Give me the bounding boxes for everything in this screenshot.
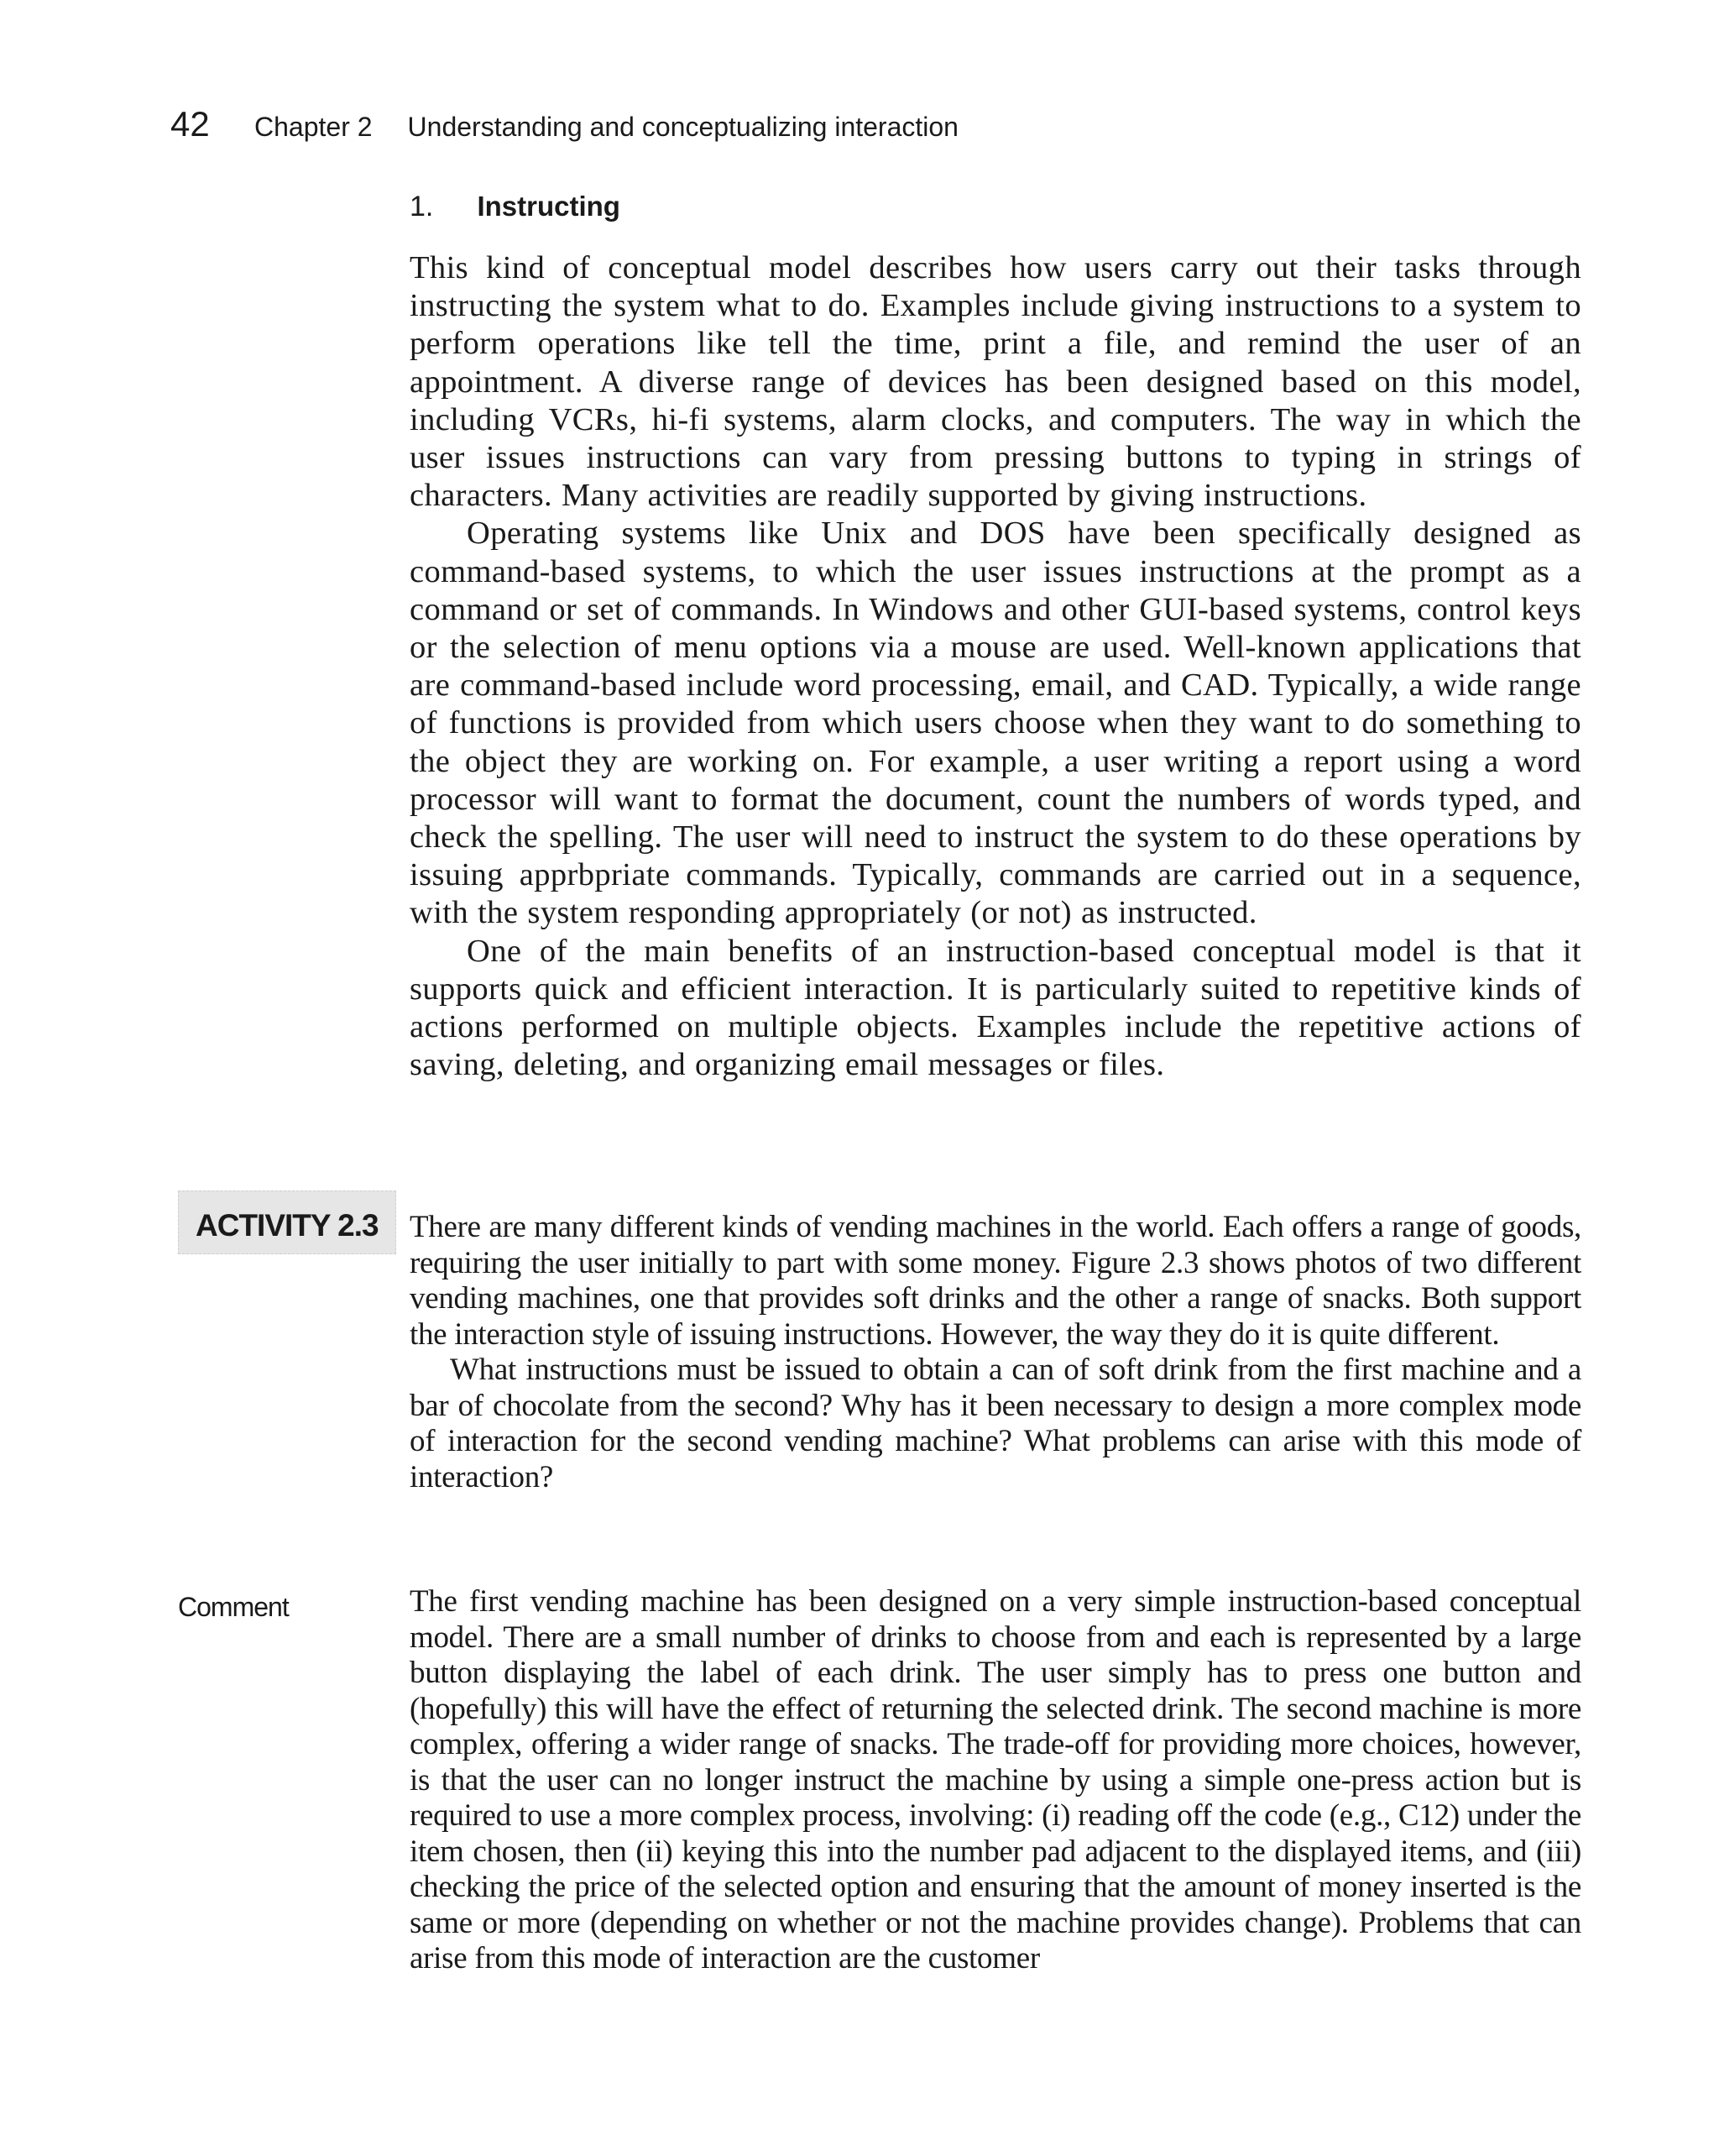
section-body <box>410 249 1581 1084</box>
section-heading <box>410 191 620 223</box>
activity-body <box>410 1210 1581 1495</box>
section-title: Instructing <box>477 191 620 222</box>
activity-label-box <box>178 1191 396 1254</box>
body-paragraph: One of the main benefits of an instruction-based conceptual model is that it supports quick and efficient interaction. It is particularly suited to repetitive kinds of actions performed on multiple objects. Examples include the repetitive actions of saving, deleting, and organizing email messages or files. <box>410 933 1581 1083</box>
activity-label: ACTIVITY 2.3 <box>196 1208 379 1243</box>
body-paragraph: This kind of conceptual model describes how users carry out their tasks through instructing the system what to do. Examples include giving instructions to a system to perform operations like tell the time, print a file, and remind the user of an appointment. A diverse range of devices has been designed based on this model, including VCRs, hi-fi systems, alarm clocks, and computers. The way in which the user issues instructions can vary from pressing buttons to typing in strings of characters. Many activities are readily supported by giving instructions. <box>410 250 1581 514</box>
comment-label: Comment <box>178 1592 289 1622</box>
section-number: 1. <box>410 191 434 222</box>
comment-body <box>410 1584 1581 1977</box>
activity-paragraph: What instructions must be issued to obtain a can of soft drink from the first machine and a bar of chocolate from the second? Why has it been necessary to design a more complex mode of interaction for the second vending machine? What problems can arise with this mode of interaction? <box>410 1353 1581 1494</box>
activity-paragraph: There are many different kinds of vending machines in the world. Each offers a range of goods, requiring the user initially to part with some money. Figure 2.3 shows photos of two different vending machines, one that provides soft drinks and the other a range of snacks. Both support the interaction style of issuing instructions. However, the way they do it is quite different. <box>410 1210 1581 1352</box>
running-head <box>170 104 959 154</box>
body-paragraph: Operating systems like Unix and DOS have been specifically designed as command-based systems, to which the user issues instructions at the prompt as a command or set of commands. In Windows and other GUI-based systems, control keys or the selection of menu options via a mouse are used. Well-known applications that are command-based include word processing, email, and CAD. Typically, a wide range of functions is provided from which users choose when they want to do something to the object they are working on. For example, a user writing a report using a word processor will want to format the document, count the numbers of words typed, and check the spelling. The user will need to instruct the system to do these operations by issuing apprbpriate commands. Typically, commands are carried out in a sequence, with the system responding appropriately (or not) as instructed. <box>410 515 1581 931</box>
chapter-label: Chapter 2 <box>254 112 373 142</box>
chapter-title: Understanding and conceptualizing interaction <box>407 112 959 142</box>
comment-paragraph: The first vending machine has been designed on a very simple instruction-based conceptual model. There are a small number of drinks to choose from and each is represented by a large button displaying the label of each drink. The user simply has to press one button and (hopefully) this will have the effect of returning the selected drink. The second machine is more complex, offering a wider range of snacks. The trade-off for providing more choices, however, is that the user can no longer instruct the machine by using a simple one-press action but is required to use a more complex process, involving: (i) reading off the code (e.g., C12) under the item chosen, then (ii) keying this into the number pad adjacent to the displayed items, and (iii) checking the price of the selected option and ensuring that the amount of money inserted is the same or more (depending on whether or not the machine provides change). Problems that can arise from this mode of interaction are the customer <box>410 1584 1581 1975</box>
page-number: 42 <box>170 104 210 144</box>
